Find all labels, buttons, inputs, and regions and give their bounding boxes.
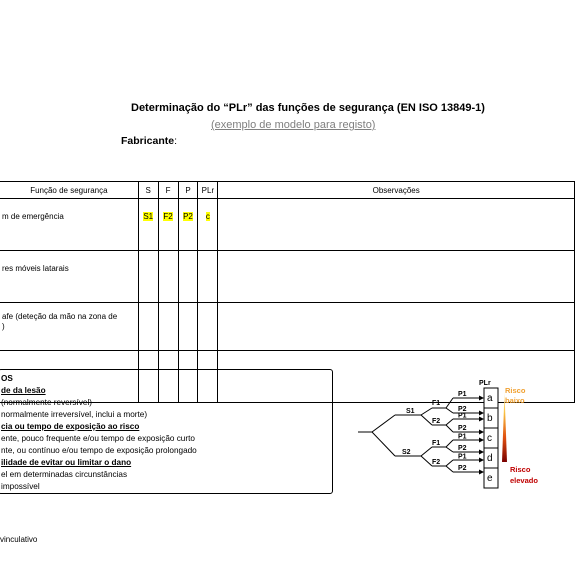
cell-p[interactable]: [178, 251, 198, 303]
severity-s2: normalmente irreversível, inclui a morte): [1, 410, 148, 419]
f2-label-lower: F2: [432, 459, 441, 466]
p2-label: P2: [458, 445, 467, 452]
col-header-plr: PLr: [198, 182, 218, 199]
p1-label: P1: [458, 433, 467, 441]
cell-observations[interactable]: [218, 199, 575, 251]
low-risk-label-2: baixo: [505, 396, 525, 405]
value-s: S1: [143, 212, 154, 221]
possibility-p2: impossível: [1, 482, 40, 491]
cell-function[interactable]: m de emergência: [0, 199, 138, 251]
table-header-row: [0, 182, 575, 199]
frequency-f1: ente, pouco frequente e/ou tempo de exposição curto: [1, 434, 195, 443]
low-risk-label-1: Risco: [505, 386, 526, 395]
level-c: c: [487, 433, 492, 444]
p2-label: P2: [458, 425, 467, 432]
cell-observations[interactable]: [218, 303, 575, 351]
cell-function[interactable]: [0, 303, 138, 351]
col-header-p: P: [178, 182, 198, 199]
p2-label: P2: [458, 465, 467, 472]
p1-label: P1: [458, 453, 467, 461]
col-header-f: F: [158, 182, 178, 199]
col-header-function: Função de segurança: [0, 182, 138, 199]
frequency-f2: nte, ou contínuo e/ou tempo de exposição prolongado: [1, 446, 197, 455]
s1-label: S1: [406, 408, 415, 415]
level-b: b: [487, 413, 493, 424]
level-a: a: [487, 393, 493, 404]
col-header-observations: Observações: [218, 182, 575, 199]
table-row: [0, 303, 575, 351]
p1-label: P1: [458, 391, 467, 398]
level-e: e: [487, 473, 493, 484]
level-d: d: [487, 453, 493, 464]
f2-label-upper: F2: [432, 418, 441, 425]
page-subtitle: (exemplo de modelo para registo): [211, 119, 376, 131]
title-text: Determinação do “PLr” das funções de segurança (EN ISO 13849-1): [131, 102, 485, 114]
function-line-2: ): [2, 322, 5, 331]
cell-f[interactable]: [158, 303, 178, 351]
cell-p[interactable]: [178, 199, 198, 251]
cell-plr[interactable]: [198, 303, 218, 351]
cell-f[interactable]: [158, 199, 178, 251]
manufacturer-colon: :: [174, 135, 178, 147]
plr-label: PLr: [479, 380, 491, 387]
cell-observations[interactable]: [218, 251, 575, 303]
cell-plr[interactable]: [198, 199, 218, 251]
cell-s[interactable]: [138, 303, 158, 351]
col-header-s: S: [138, 182, 158, 199]
high-risk-label-1: Risco: [510, 465, 531, 474]
cell-p[interactable]: [178, 303, 198, 351]
severity-title: de da lesão: [1, 386, 46, 395]
table-row: [0, 251, 575, 303]
high-risk-label-2: elevado: [510, 476, 538, 485]
table-row: [0, 199, 575, 251]
manufacturer-field: [121, 135, 177, 147]
risk-graph: [350, 372, 576, 497]
function-line-1: afe (deteção da mão na zona de: [2, 312, 118, 321]
severity-s1: (normalmente reversível): [1, 398, 92, 407]
legend-box: [0, 369, 333, 494]
possibility-title: ilidade de evitar ou limitar o dano: [1, 458, 132, 467]
frequency-title: cia ou tempo de exposição ao risco: [1, 422, 140, 431]
footer-text: vinculativo: [0, 535, 38, 544]
p2-label: P2: [458, 406, 467, 413]
value-p: P2: [183, 212, 193, 221]
cell-function[interactable]: res móveis latarais: [0, 251, 138, 303]
risk-graph-arrows: [479, 396, 484, 475]
value-f: F2: [163, 212, 173, 221]
cell-f[interactable]: [158, 251, 178, 303]
s2-label: S2: [402, 449, 411, 456]
f1-label-upper: F1: [432, 400, 441, 407]
legend-heading: OS: [1, 374, 13, 383]
p1-label: P1: [458, 412, 467, 420]
cell-plr[interactable]: [198, 251, 218, 303]
manufacturer-label: Fabricante: [121, 135, 175, 147]
cell-s[interactable]: [138, 199, 158, 251]
cell-s[interactable]: [138, 251, 158, 303]
possibility-p1: el em determinadas circunstâncias: [1, 470, 128, 479]
value-plr: c: [205, 212, 210, 221]
f1-label-lower: F1: [432, 440, 441, 447]
